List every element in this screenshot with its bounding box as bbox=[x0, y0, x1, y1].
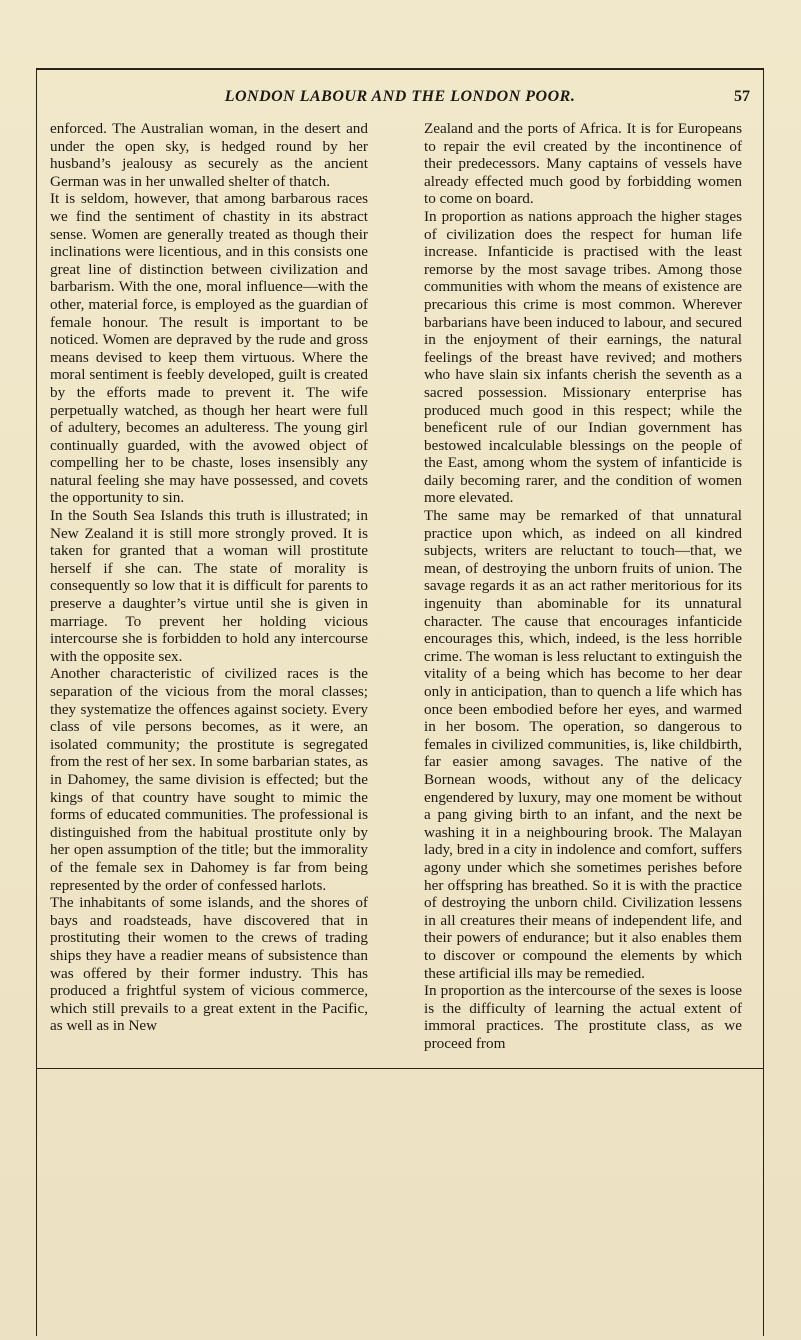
left-column bbox=[50, 120, 368, 1035]
top-rule bbox=[36, 68, 764, 70]
paragraph: In proportion as the intercourse of the sexes is loose is the difficulty of learning the actual extent of immoral practices. The prostitute class, as we proceed from bbox=[424, 982, 742, 1052]
bottom-rule bbox=[36, 1068, 764, 1069]
paragraph: enforced. The Australian woman, in the desert and under the open sky, is hedged round by her husband’s jealousy as securely as the ancient German was in her unwalled shelter of thatch. bbox=[50, 120, 368, 190]
paragraph: In the South Sea Islands this truth is illustrated; in New Zealand it is still more strongly proved. It is taken for granted that a woman will prostitute herself if she can. The state of morality is consequently so low that it is difficult for parents to preserve a daughter’s virtue until she is given in marriage. To prevent her holding vicious intercourse she is forbidden to hold any intercourse with the opposite sex. bbox=[50, 507, 368, 665]
right-column bbox=[424, 120, 742, 1052]
paragraph: Another characteristic of civilized races is the separation of the vicious from the moral classes; they systematize the offences against society. Every class of vile persons becomes, as it were, an isolated community; the prostitute is segregated from the rest of her sex. In some barbarian states, as in Dahomey, the same division is effected; but the kings of that country have sought to mimic the forms of educated communities. The professional is distinguished from the habitual prostitute only by her open assumption of the title; but the immorality of the female sex in Dahomey is far from being represented by the order of confessed harlots. bbox=[50, 665, 368, 894]
page-number: 57 bbox=[734, 88, 750, 105]
page-header bbox=[36, 88, 764, 112]
paragraph: In proportion as nations approach the higher stages of civilization does the respect for human life increase. Infanticide is practised with the least remorse by the most savage tribes. Among those communities with whom the means of existence are precarious this crime is most common. Wherever barbarians have been induced to labour, and secured in the enjoyment of their earnings, the natural feelings of the breast have revived; and mothers who have slain six infants cherish the seventh as a sacred possession. Missionary enterprise has produced much good in this respect; while the beneficent rule of our Indian government has bestowed incalculable blessings on the people of the East, among whom the system of infanticide is daily becoming rarer, and the condition of women more elevated. bbox=[424, 207, 742, 507]
right-rule bbox=[763, 68, 764, 1336]
paragraph: The same may be remarked of that unnatural practice upon which, as indeed on all kindred subjects, writers are reluctant to touch—that, we mean, of destroying the unborn fruits of union. The savage regards it as an act rather meritorious for its ingenuity than abominable for its unnatural character. The cause that encourages infanticide encourages this, which, indeed, is the less horrible crime. The woman is less reluctant to extinguish the vitality of a being which has become to her dear only in anticipation, than to quench a life which has once been embodied before her eyes, and warmed in her bosom. The operation, so dangerous to females in civilized communities, is, like childbirth, far easier among savages. The native of the Bornean woods, without any of the delicacy engendered by luxury, may one moment be without a pang giving birth to an infant, and the next be washing it in a neighbouring brook. The Malayan lady, bred in a city in indolence and comfort, suffers agony under which she sometimes perishes before her offspring has breathed. So it is with the practice of destroying the unborn child. Civilization lessens in all creatures their means of independent life, and their powers of endurance; but it also enables them to discover or compound the elements by which these artificial ills may be remedied. bbox=[424, 507, 742, 982]
running-head: LONDON LABOUR AND THE LONDON POOR. bbox=[224, 88, 576, 105]
paragraph: The inhabitants of some islands, and the shores of bays and roadsteads, have discovered that in prostituting their women to the crews of trading ships they have a readier means of subsistence than was offered by their former industry. This has produced a frightful system of vicious commerce, which still prevails to a great extent in the Pacific, as well as in New bbox=[50, 894, 368, 1035]
paragraph: Zealand and the ports of Africa. It is for Europeans to repair the evil created by the incontinence of their predecessors. Many captains of vessels have already effected much good by forbidding women to come on board. bbox=[424, 120, 742, 208]
left-rule bbox=[36, 68, 37, 1336]
paragraph: It is seldom, however, that among barbarous races we find the sentiment of chastity in its abstract sense. Women are generally treated as though their inclinations were licentious, and in this consists one great line of distinction between civilization and barbarism. With the one, moral influence—with the other, material force, is employed as the guardian of female honour. The result is important to be noticed. Women are depraved by the rude and gross means devised to keep them virtuous. Where the moral sentiment is feebly developed, guilt is created by the efforts made to prevent it. The wife perpetually watched, as though her heart were full of adultery, becomes an adulteress. The young girl continually guarded, with the avowed object of compelling her to be chaste, loses insensibly any natural feeling she may have possessed, and covets the opportunity to sin. bbox=[50, 190, 368, 507]
